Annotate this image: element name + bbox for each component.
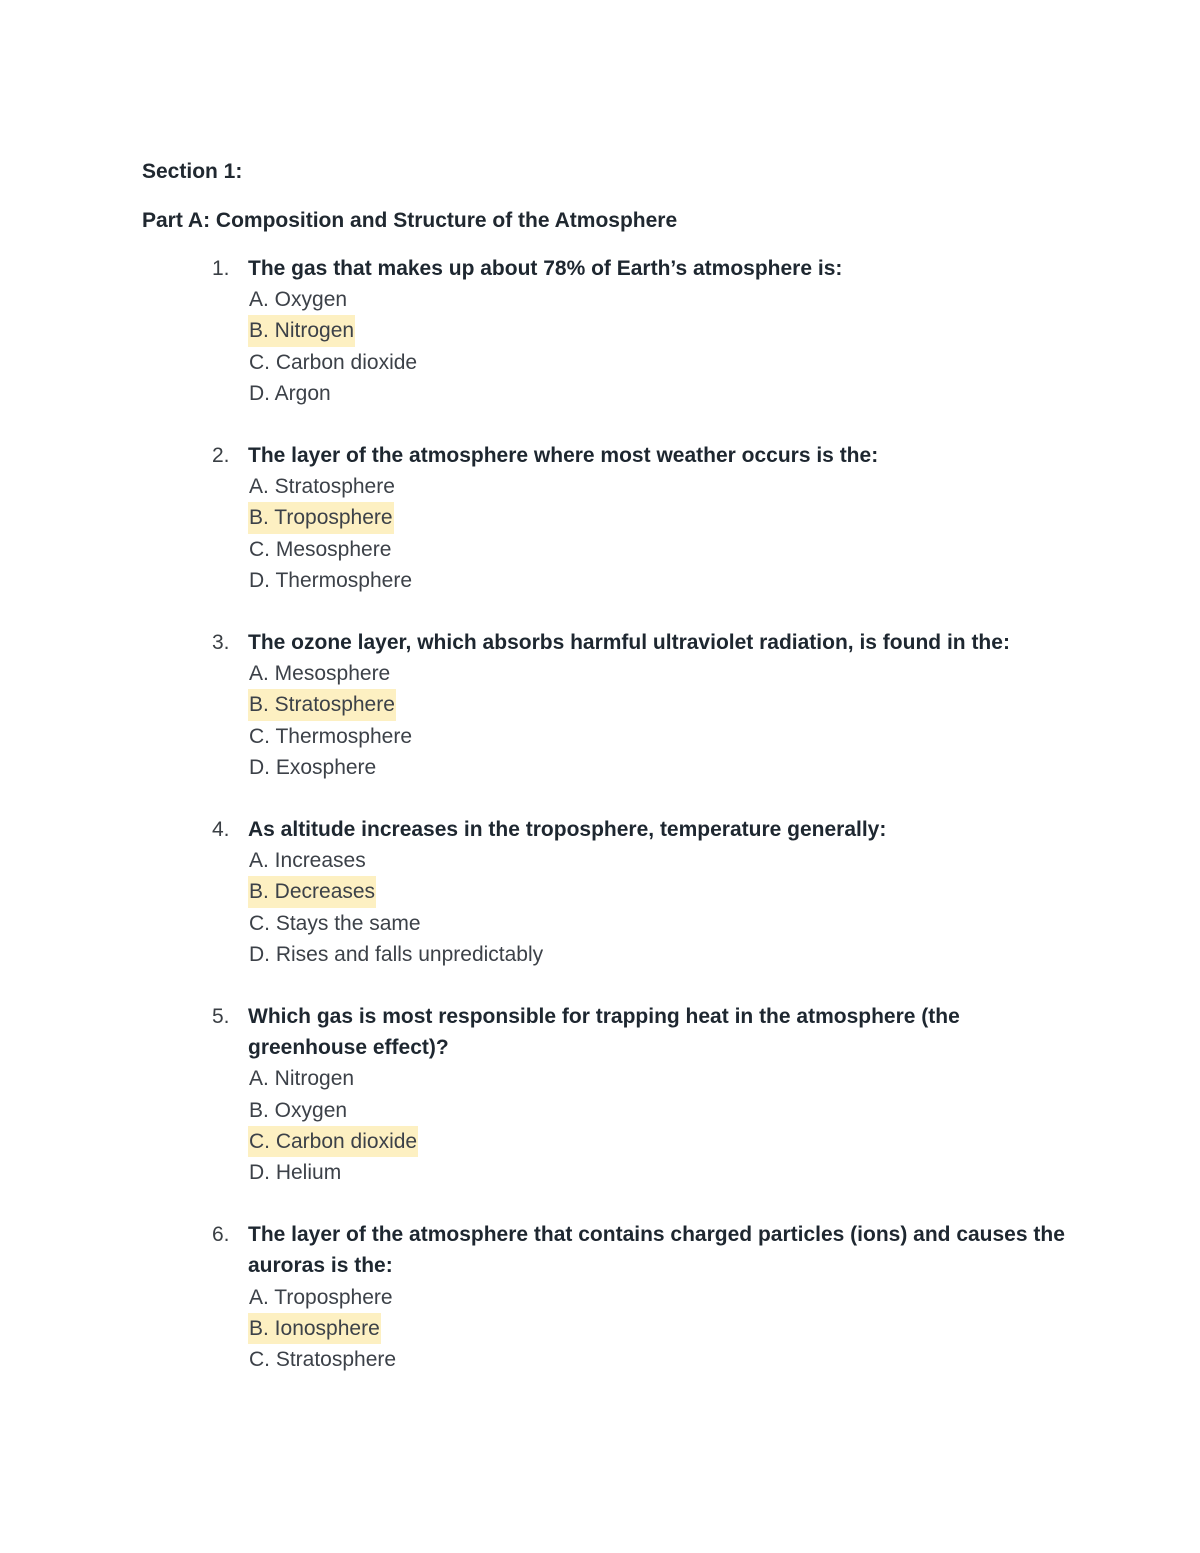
- answer-option-label: C. Mesosphere: [249, 537, 392, 561]
- answer-option-label: B. Oxygen: [249, 1098, 348, 1122]
- answer-option-label: A. Stratosphere: [249, 475, 395, 499]
- answer-option-label: B. Stratosphere: [248, 689, 396, 720]
- answer-option-highlighted: [248, 689, 1082, 720]
- answer-option: [248, 939, 1082, 970]
- question-number: 1.: [212, 257, 230, 280]
- answer-option-label: B. Decreases: [248, 876, 376, 907]
- question-item: [142, 1001, 1082, 1188]
- question-item: [142, 440, 1082, 596]
- answer-option-label: A. Mesosphere: [249, 662, 391, 686]
- question-item: [142, 627, 1082, 783]
- question-number: 2.: [212, 444, 230, 468]
- question-text: Which gas is most responsible for trapping heat in the atmosphere (the greenhouse effect)?: [248, 1005, 960, 1060]
- answer-option: [248, 1344, 1082, 1375]
- document-content: [142, 156, 1082, 1406]
- answer-option: [248, 1095, 1082, 1126]
- answer-option: [248, 908, 1082, 939]
- answer-option-label: D. Argon: [249, 381, 331, 405]
- answer-option-label: A. Nitrogen: [249, 1067, 355, 1091]
- question-number: 5.: [212, 1005, 230, 1029]
- question-item: [142, 253, 1082, 409]
- question-text: As altitude increases in the troposphere, temperature generally:: [248, 818, 887, 842]
- question-text: The layer of the atmosphere where most weather occurs is the:: [248, 444, 879, 468]
- answer-option: [248, 534, 1082, 565]
- question-text: The layer of the atmosphere that contains charged particles (ions) and causes the auroras is the:: [248, 1223, 1065, 1278]
- question-number: 6.: [212, 1223, 230, 1247]
- answer-option-highlighted: [248, 1313, 1082, 1344]
- answer-option-label: D. Exosphere: [249, 755, 377, 779]
- answer-option: [248, 721, 1082, 752]
- question-number: 4.: [212, 818, 230, 842]
- question-list: [142, 253, 1082, 1375]
- answer-option-label: C. Carbon dioxide: [249, 350, 418, 374]
- answer-option-label: D. Helium: [249, 1161, 342, 1185]
- answer-option-label: B. Troposphere: [248, 502, 394, 533]
- answer-option-label: A. Increases: [249, 849, 366, 873]
- answer-option-label: C. Carbon dioxide: [248, 1126, 418, 1157]
- question-item: [142, 814, 1082, 970]
- question-text: The gas that makes up about 78% of Earth’s atmosphere is:: [248, 257, 843, 280]
- answer-option: [248, 378, 1082, 409]
- answer-option-label: C. Thermosphere: [249, 724, 413, 748]
- answer-option-label: A. Troposphere: [249, 1285, 393, 1309]
- section-title: Section 1:: [142, 160, 243, 183]
- question-number: 3.: [212, 631, 230, 655]
- answer-option: [248, 565, 1082, 596]
- answer-option-label: B. Nitrogen: [248, 315, 355, 346]
- answer-option: [248, 752, 1082, 783]
- part-title: Part A: Composition and Structure of the Atmosphere: [142, 209, 678, 232]
- answer-option: [248, 1282, 1082, 1313]
- answer-option: [248, 845, 1082, 876]
- answer-option-label: B. Ionosphere: [248, 1313, 381, 1344]
- answer-option-label: D. Rises and falls unpredictably: [249, 942, 544, 966]
- question-item: [142, 1219, 1082, 1375]
- answer-option-label: C. Stratosphere: [249, 1348, 397, 1372]
- answer-option: [248, 284, 1082, 315]
- answer-option-label: A. Oxygen: [249, 288, 348, 312]
- answer-option-highlighted: [248, 1126, 1082, 1157]
- answer-option: [248, 1157, 1082, 1188]
- question-text: The ozone layer, which absorbs harmful ultraviolet radiation, is found in the:: [248, 631, 1010, 655]
- answer-option: [248, 658, 1082, 689]
- answer-option-highlighted: [248, 502, 1082, 533]
- answer-option-label: D. Thermosphere: [249, 568, 413, 592]
- answer-option-highlighted: [248, 876, 1082, 907]
- answer-option: [248, 1063, 1082, 1094]
- answer-option: [248, 347, 1082, 378]
- answer-option-highlighted: [248, 315, 1082, 346]
- answer-option: [248, 471, 1082, 502]
- answer-option-label: C. Stays the same: [249, 911, 421, 935]
